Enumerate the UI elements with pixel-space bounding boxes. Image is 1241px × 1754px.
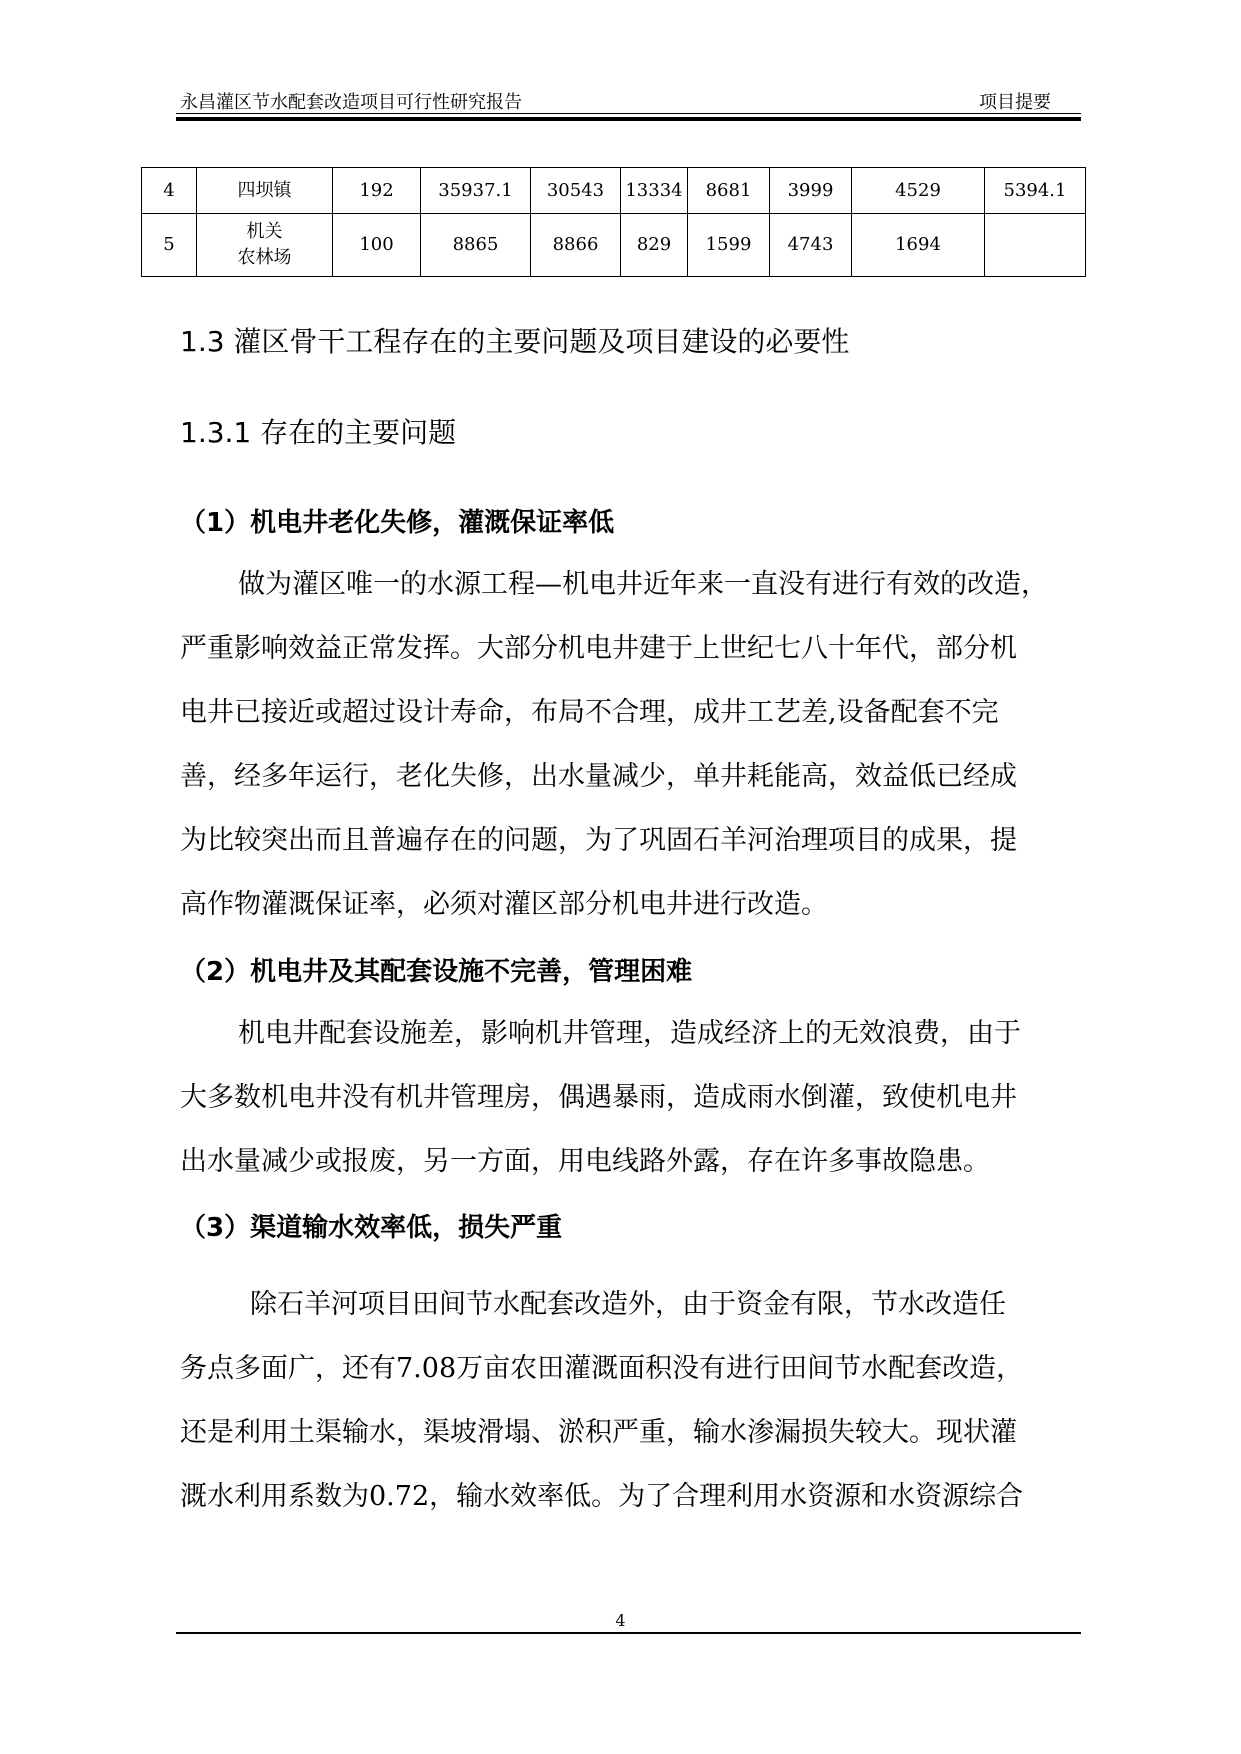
cell-value: 4743 (770, 214, 852, 277)
paragraph-2 (180, 1002, 1090, 1194)
cell-value: 8866 (531, 214, 621, 277)
cell-value: 1599 (688, 214, 770, 277)
paragraph-line: 高作物灌溉保证率，必须对灌区部分机电井进行改造。 (180, 889, 828, 920)
section-heading: 1.3 灌区骨干工程存在的主要问题及项目建设的必要性 (180, 325, 850, 358)
paragraph-line: 大多数机电井没有机井管理房，偶遇暴雨，造成雨水倒灌，致使机电井 (180, 1082, 1017, 1113)
cell-no: 4 (142, 168, 197, 214)
cell-value: 1694 (852, 214, 985, 277)
subsection-heading: 1.3.1 存在的主要问题 (180, 416, 457, 449)
paragraph-line: 除石羊河项目田间节水配套改造外，由于资金有限，节水改造任 (250, 1289, 1006, 1320)
cell-value: 829 (621, 214, 688, 277)
problem-heading-1: （1）机电井老化失修，灌溉保证率低 (180, 508, 615, 538)
cell-name-line: 农林场 (237, 247, 292, 268)
footer-rule (176, 1632, 1081, 1634)
paragraph-line: 为比较突出而且普遍存在的问题，为了巩固石羊河治理项目的成果，提 (180, 825, 1017, 856)
cell-no: 5 (142, 214, 197, 277)
document-title: 永昌灌区节水配套改造项目可行性研究报告 (180, 92, 522, 113)
paragraph-line: 溉水利用系数为0.72，输水效率低。为了合理利用水资源和水资源综合 (180, 1481, 1024, 1512)
cell-value: 100 (333, 214, 421, 277)
cell-name: 四坝镇 (197, 168, 333, 214)
paragraph-line: 出水量减少或报废，另一方面，用电线路外露，存在许多事故隐患。 (180, 1146, 990, 1177)
paragraph-1 (180, 553, 1090, 937)
table-row (142, 168, 1086, 214)
cell-value: 8681 (688, 168, 770, 214)
cell-value: 13334 (621, 168, 688, 214)
cell-value: 192 (333, 168, 421, 214)
page-number: 4 (615, 1611, 626, 1630)
paragraph-line: 务点多面广，还有7.08万亩农田灌溉面积没有进行田间节水配套改造， (180, 1353, 1024, 1384)
cell-value: 8865 (421, 214, 531, 277)
cell-value: 4529 (852, 168, 985, 214)
cell-value: 3999 (770, 168, 852, 214)
table-row (142, 214, 1086, 277)
cell-name-line: 机关 (246, 221, 283, 242)
problem-heading-3: （3）渠道输水效率低，损失严重 (180, 1213, 563, 1243)
header-rule-thin (176, 113, 1081, 114)
cell-value (985, 214, 1086, 277)
paragraph-line: 还是利用土渠输水，渠坡滑塌、淤积严重，输水渗漏损失较大。现状灌 (180, 1417, 1017, 1448)
cell-value: 30543 (531, 168, 621, 214)
page-header (176, 86, 1081, 116)
paragraph-line: 严重影响效益正常发挥。大部分机电井建于上世纪七八十年代，部分机 (180, 633, 1017, 664)
header-rule-thick (176, 117, 1081, 121)
section-label: 项目提要 (979, 92, 1051, 113)
paragraph-line: 做为灌区唯一的水源工程—机电井近年来一直没有进行有效的改造， (238, 569, 1048, 600)
paragraph-line: 机电井配套设施差，影响机井管理，造成经济上的无效浪费，由于 (238, 1018, 1021, 1049)
data-table (141, 167, 1086, 277)
paragraph-3 (180, 1273, 1090, 1529)
cell-value: 35937.1 (421, 168, 531, 214)
cell-value: 5394.1 (985, 168, 1086, 214)
paragraph-line: 善，经多年运行，老化失修，出水量减少，单井耗能高，效益低已经成 (180, 761, 1017, 792)
paragraph-line: 电井已接近或超过设计寿命，布局不合理，成井工艺差,设备配套不完 (180, 697, 999, 728)
problem-heading-2: （2）机电井及其配套设施不完善，管理困难 (180, 957, 693, 987)
cell-name (197, 214, 333, 277)
